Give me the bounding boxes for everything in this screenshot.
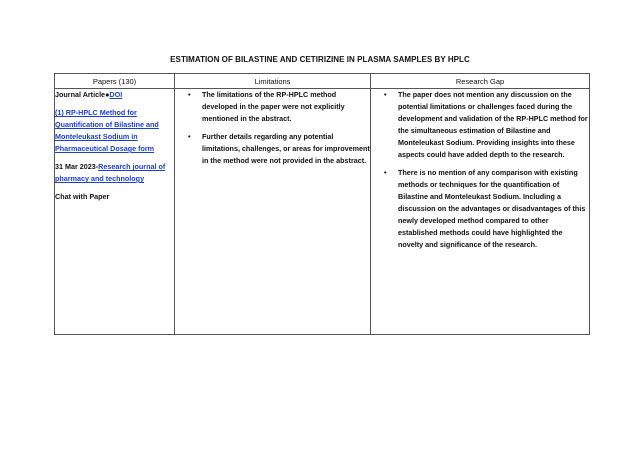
list-item: • The limitations of the RP-HPLC method developed in the paper were not explicitly mentioned in the abstract. — [175, 89, 370, 125]
paper-date-line — [55, 161, 174, 185]
paper-date: 31 Mar 2023- — [55, 162, 99, 171]
limitations-list — [175, 89, 370, 167]
chat-with-paper[interactable]: Chat with Paper — [55, 192, 110, 201]
table-row — [55, 89, 590, 335]
list-item: • Further details regarding any potential limitations, challenges, or areas for improvement in the method were not provided in the abstract. — [175, 131, 370, 167]
header-research-gap: Research Gap — [371, 74, 590, 89]
paper-type-line — [55, 89, 174, 101]
journal-link[interactable]: Research journal of pharmacy and technology — [55, 162, 166, 183]
paper-title-link[interactable]: (1) RP-HPLC Method for Quantification of Bilastine and Monteleukast Sodium in Pharmaceutical Dosage form — [55, 108, 159, 153]
limitations-cell — [175, 89, 371, 335]
research-gap-list — [371, 89, 589, 251]
header-limitations: Limitations — [175, 74, 371, 89]
table-header-row — [55, 74, 590, 89]
paper-type: Journal Article — [55, 90, 106, 99]
list-item: • There is no mention of any comparison with existing methods or techniques for the quantification of Bilastine and Monteleukast Sodium. Including a discussion on the advantages or disadvantages of this newly developed method compared to other established methods could have highlighted the novelty and significance of the research. — [371, 167, 589, 251]
document-title: ESTIMATION OF BILASTINE AND CETIRIZINE IN PLASMA SAMPLES BY HPLC — [170, 55, 470, 64]
doi-link[interactable]: DOI — [109, 90, 123, 99]
header-papers: Papers (130) — [55, 74, 175, 89]
papers-table — [54, 73, 590, 335]
paper-cell — [55, 89, 175, 335]
list-item: • The paper does not mention any discussion on the potential limitations or challenges faced during the development and validation of the RP-HPLC method for the simultaneous estimation of Bilastine and Monteleukast Sodium. Providing insights into these aspects could have added depth to the research. — [371, 89, 589, 161]
research-gap-cell — [371, 89, 590, 335]
separator-dot: ● — [105, 90, 110, 99]
